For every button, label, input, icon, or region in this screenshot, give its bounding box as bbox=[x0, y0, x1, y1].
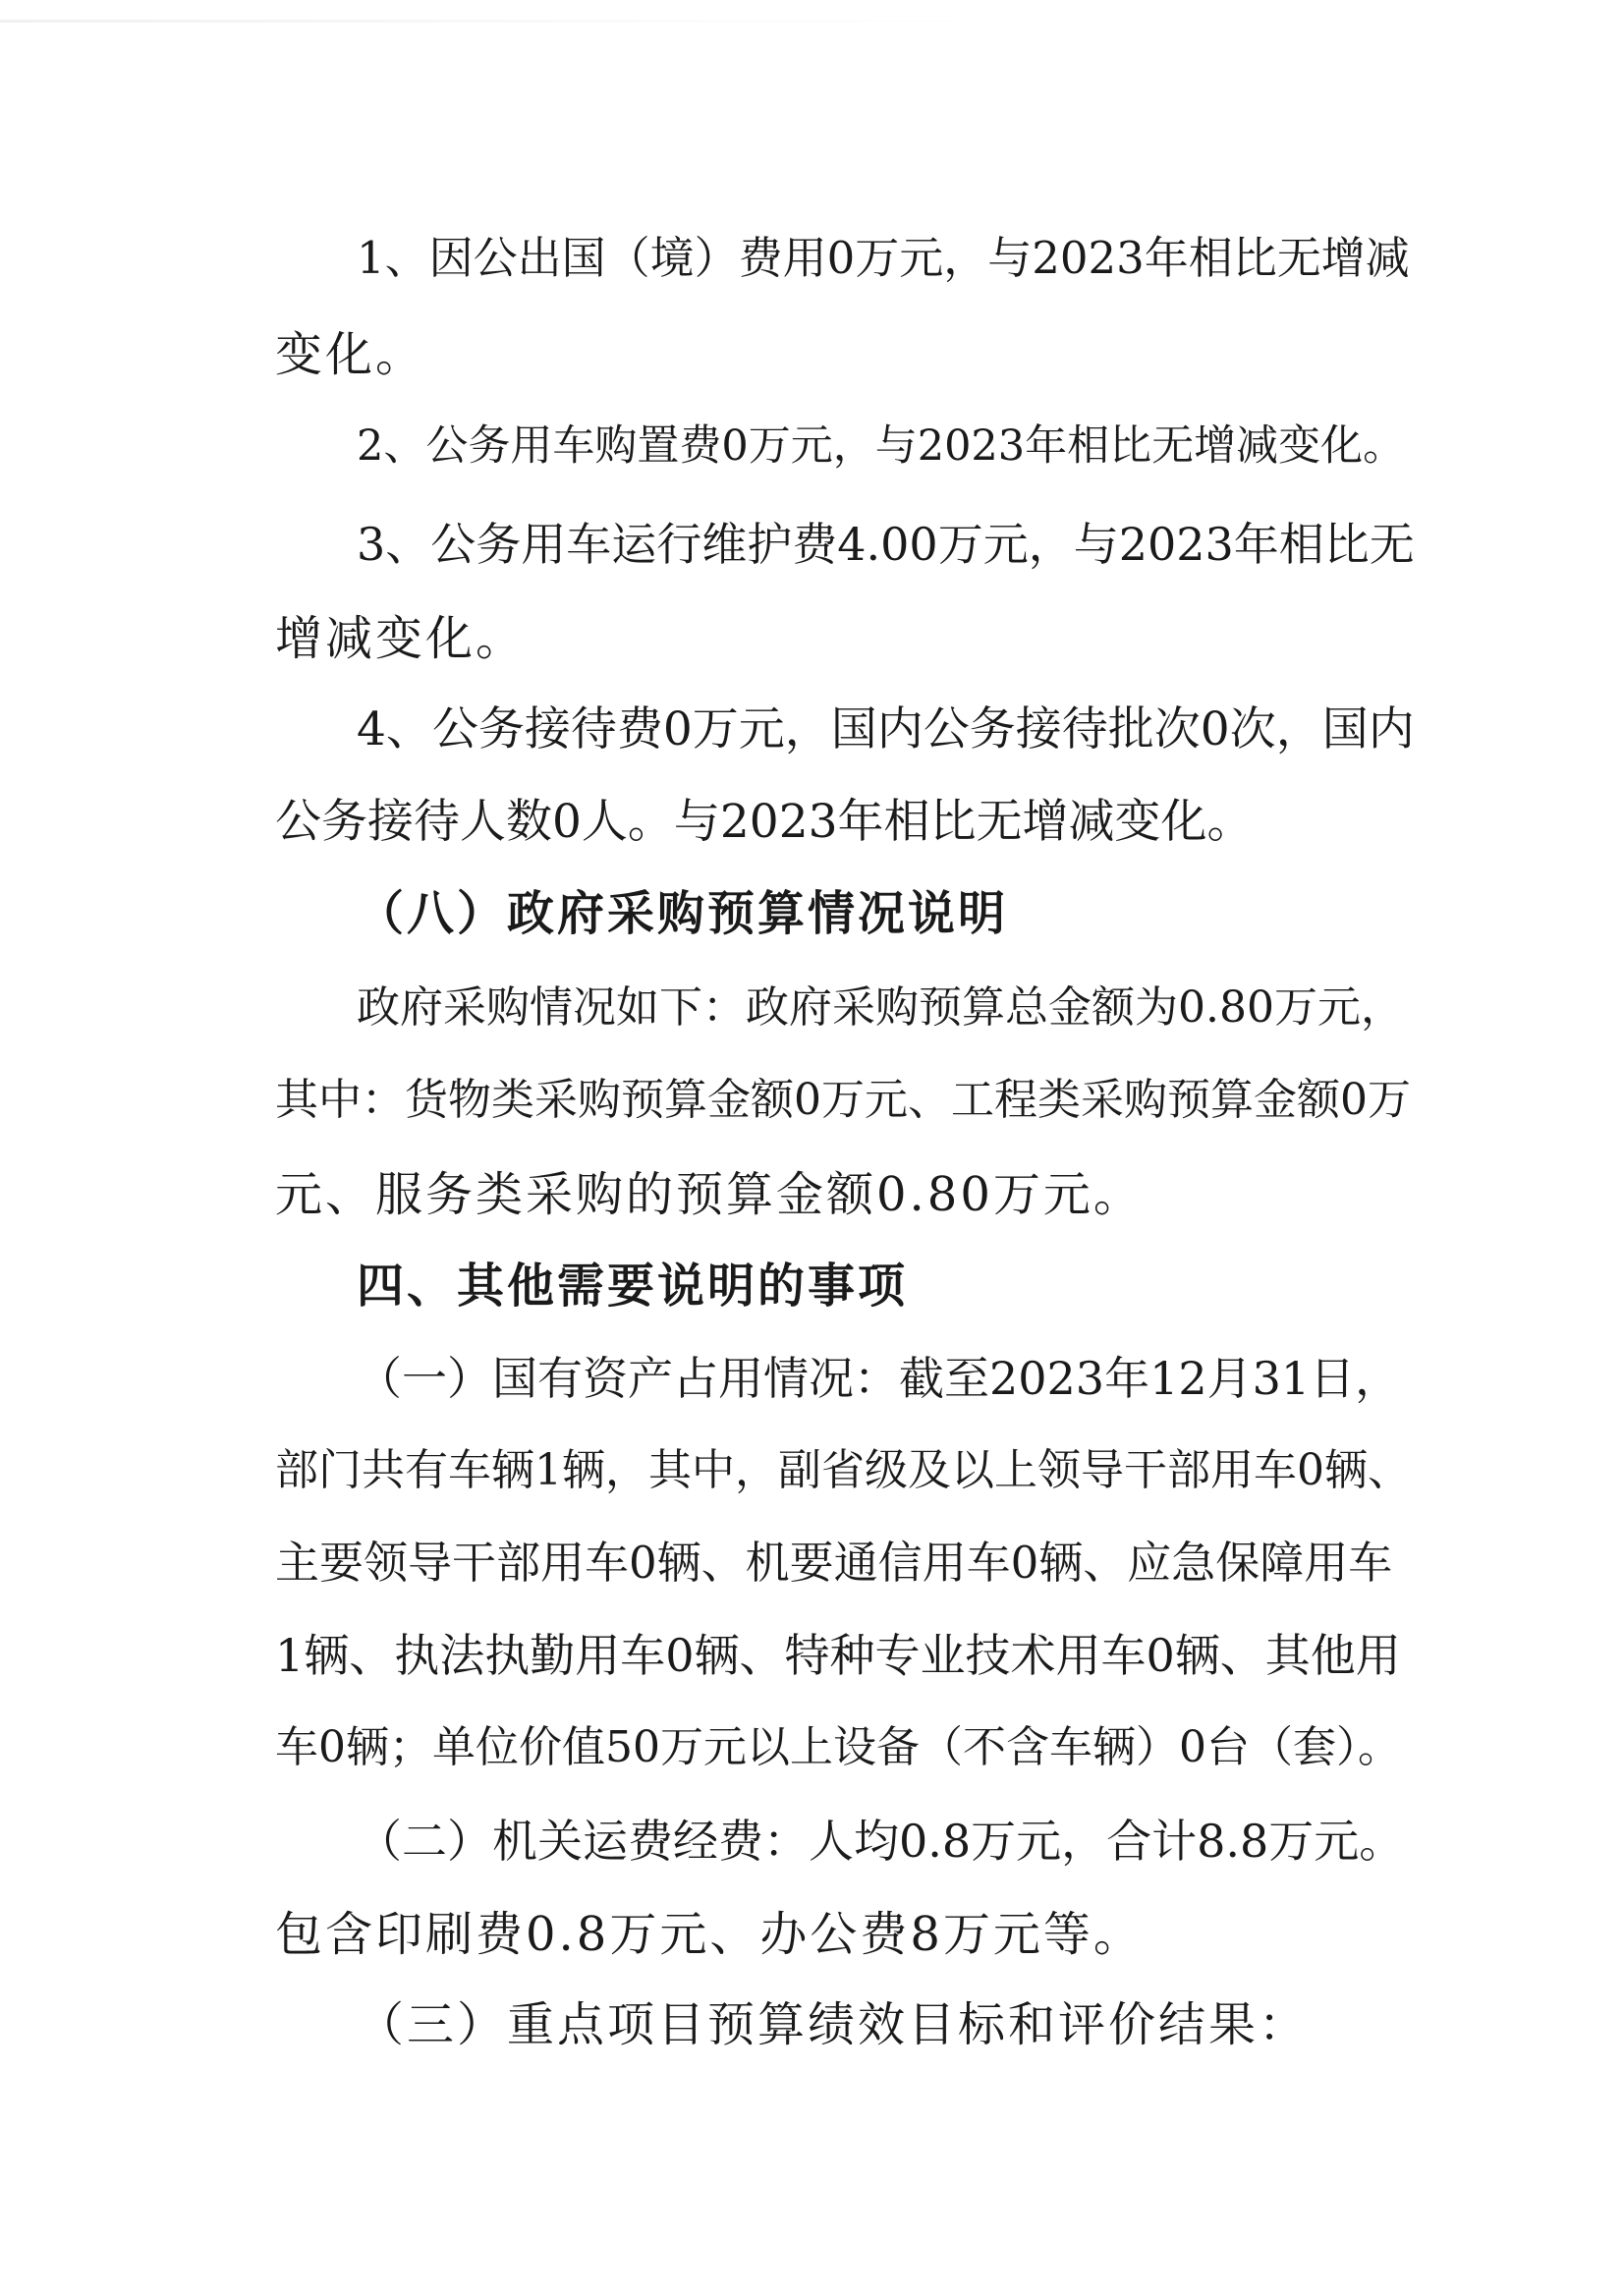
section-heading-government-procurement: （八）政府采购预算情况说明 bbox=[357, 886, 1009, 941]
paragraph-line: 1辆、执法执勤用车0辆、特种专业技术用车0辆、其他用 bbox=[275, 1629, 1401, 1682]
paragraph-line: 增减变化。 bbox=[275, 611, 527, 666]
paragraph-line: 包含印刷费0.8万元、办公费8万元等。 bbox=[275, 1907, 1144, 1962]
paragraph-line: 车0辆；单位价值50万元以上设备（不含车辆）0台（套）。 bbox=[275, 1722, 1401, 1772]
paragraph-line: 2、公务用车购置费0万元，与2023年相比无增减变化。 bbox=[357, 421, 1406, 471]
paragraph-line: （一）国有资产占用情况：截至2023年12月31日， bbox=[357, 1352, 1401, 1405]
paragraph-line: （二）机关运费经费：人均0.8万元，合计8.8万元。 bbox=[357, 1815, 1405, 1868]
paragraph-line: 变化。 bbox=[275, 327, 426, 382]
paragraph-line: 其中：货物类采购预算金额0万元、工程类采购预算金额0万 bbox=[275, 1075, 1411, 1125]
scan-edge-mark bbox=[0, 20, 992, 23]
paragraph-line: 4、公务接待费0万元，国内公务接待批次0次，国内 bbox=[357, 702, 1415, 756]
paragraph-line: 部门共有车辆1辆，其中，副省级及以上领导干部用车0辆、 bbox=[275, 1445, 1411, 1495]
paragraph-line: 元、服务类采购的预算金额0.80万元。 bbox=[275, 1167, 1144, 1222]
paragraph-line: 主要领导干部用车0辆、机要通信用车0辆、应急保障用车 bbox=[275, 1537, 1393, 1589]
paragraph-line: 3、公务用车运行维护费4.00万元，与2023年相比无 bbox=[357, 518, 1415, 571]
paragraph-line: 政府采购情况如下：政府采购预算总金额为0.80万元， bbox=[357, 982, 1404, 1033]
paragraph-line: 1、因公出国（境）费用0万元，与2023年相比无增减 bbox=[357, 232, 1410, 284]
paragraph-line: 公务接待人数0人。与2023年相比无增减变化。 bbox=[275, 795, 1254, 849]
section-heading-other-matters: 四、其他需要说明的事项 bbox=[357, 1259, 909, 1314]
paragraph-line: （三）重点项目预算绩效目标和评价结果： bbox=[357, 1997, 1310, 2052]
